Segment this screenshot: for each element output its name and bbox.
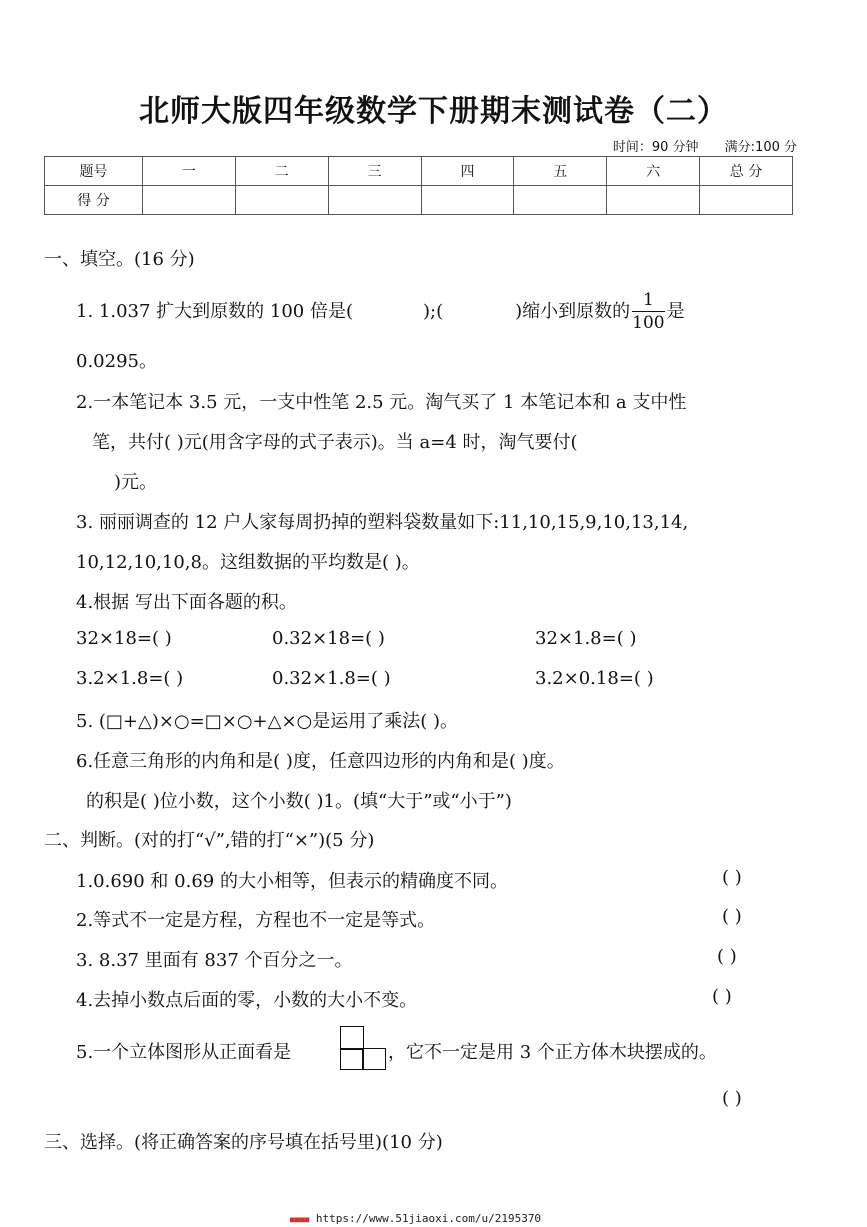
score-row-label: 得 分 xyxy=(45,186,143,215)
section1-heading: 一、填空。(16 分) xyxy=(44,249,195,270)
exam-time: 时间：90 分钟 xyxy=(612,140,699,155)
section2-heading: 二、判断。(对的打“√”,错的打“×”)(5 分) xyxy=(44,830,375,851)
q2-line-1: 2.一本笔记本 3.5 元，一支中性笔 2.5 元。淘气买了 1 本笔记本和 a 支中性 xyxy=(76,392,687,413)
figure-square xyxy=(340,1048,364,1070)
page-title: 北师大版四年级数学下册期末测试卷（二） xyxy=(139,94,728,129)
q4-item: 0.32×18=( ) xyxy=(272,628,385,649)
judge-answer-paren[interactable]: ( ) xyxy=(722,867,742,888)
judge-answer-paren[interactable]: ( ) xyxy=(722,1088,742,1109)
score-cell[interactable] xyxy=(143,186,236,215)
judge-answer-paren[interactable]: ( ) xyxy=(717,946,737,967)
q1-continuation: 0.0295。 xyxy=(76,351,157,372)
q1-line xyxy=(76,292,685,332)
footer-mark: ■■■■ xyxy=(290,1215,310,1224)
footer-url[interactable]: https://www.51jiaoxi.com/u/2195370 xyxy=(315,1212,542,1225)
fraction-denominator: 100 xyxy=(632,313,665,333)
q2-line-3: )元。 xyxy=(114,472,158,493)
exam-full-score: 满分:100 分 xyxy=(724,140,797,155)
q1-part-b: );( xyxy=(422,301,444,322)
score-header-cell: 总 分 xyxy=(700,157,793,186)
q2-line-2: 笔，共付( )元(用含字母的式子表示)。当 a=4 时，淘气要付( xyxy=(92,432,578,453)
score-header-cell: 六 xyxy=(607,157,700,186)
q6-line-2: 的积是( )位小数，这个小数( )1。(填“大于”或“小于”) xyxy=(86,791,512,812)
judge-item-5a: 5.一个立体图形从正面看是 xyxy=(76,1042,292,1063)
q4-line-1: 4.根据 写出下面各题的积。 xyxy=(76,592,297,613)
score-cell[interactable] xyxy=(700,186,793,215)
score-header-cell: 四 xyxy=(421,157,514,186)
judge-item-1: 1.0.690 和 0.69 的大小相等，但表示的精确度不同。 xyxy=(76,871,508,892)
judge-answer-paren[interactable]: ( ) xyxy=(722,906,742,927)
fraction-one-hundredth xyxy=(632,292,664,332)
q1-part-d: 是 xyxy=(666,301,685,322)
judge-item-3: 3. 8.37 里面有 837 个百分之一。 xyxy=(76,950,353,971)
score-cell[interactable] xyxy=(607,186,700,215)
section3-heading: 三、选择。(将正确答案的序号填在括号里)(10 分) xyxy=(44,1132,443,1153)
figure-square xyxy=(340,1026,364,1050)
footer-watermark xyxy=(290,1212,541,1225)
q3-line-2: 10,12,10,10,8。这组数据的平均数是( )。 xyxy=(76,552,420,573)
score-cell[interactable] xyxy=(421,186,514,215)
q4-item: 32×1.8=( ) xyxy=(535,628,637,649)
score-header-cell: 一 xyxy=(143,157,236,186)
judge-item-2: 2.等式不一定是方程，方程也不一定是等式。 xyxy=(76,910,436,931)
figure-square xyxy=(362,1048,386,1070)
q1-part-a: 1. 1.037 扩大到原数的 100 倍是( xyxy=(76,301,353,322)
q5-line: 5. (□+△)×○=□×○+△×○是运用了乘法( )。 xyxy=(76,711,459,732)
q4-item: 0.32×1.8=( ) xyxy=(272,668,391,689)
q4-item: 3.2×1.8=( ) xyxy=(76,668,184,689)
score-cell[interactable] xyxy=(328,186,421,215)
q3-line-1: 3. 丽丽调查的 12 户人家每周扔掉的塑料袋数量如下:11,10,15,9,10,13,14, xyxy=(76,512,689,533)
score-table-score-row xyxy=(45,186,793,215)
fraction-numerator: 1 xyxy=(632,292,664,312)
score-cell[interactable] xyxy=(235,186,328,215)
score-table xyxy=(44,156,793,215)
score-cell[interactable] xyxy=(514,186,607,215)
exam-meta xyxy=(591,136,797,155)
q4-item: 32×18=( ) xyxy=(76,628,172,649)
q1-part-c: )缩小到原数的 xyxy=(515,301,631,322)
q6-line-1: 6.任意三角形的内角和是( )度，任意四边形的内角和是( )度。 xyxy=(76,751,565,772)
score-header-cell: 三 xyxy=(328,157,421,186)
judge-answer-paren[interactable]: ( ) xyxy=(712,986,732,1007)
judge-item-5b: ，它不一定是用 3 个正方体木块摆成的。 xyxy=(388,1042,717,1063)
q4-item: 3.2×0.18=( ) xyxy=(535,668,654,689)
score-header-cell: 五 xyxy=(514,157,607,186)
score-header-cell: 二 xyxy=(235,157,328,186)
score-table-header-row xyxy=(45,157,793,186)
front-view-figure xyxy=(340,1026,386,1070)
score-header-cell: 题号 xyxy=(45,157,143,186)
judge-item-4: 4.去掉小数点后面的零，小数的大小不变。 xyxy=(76,990,418,1011)
